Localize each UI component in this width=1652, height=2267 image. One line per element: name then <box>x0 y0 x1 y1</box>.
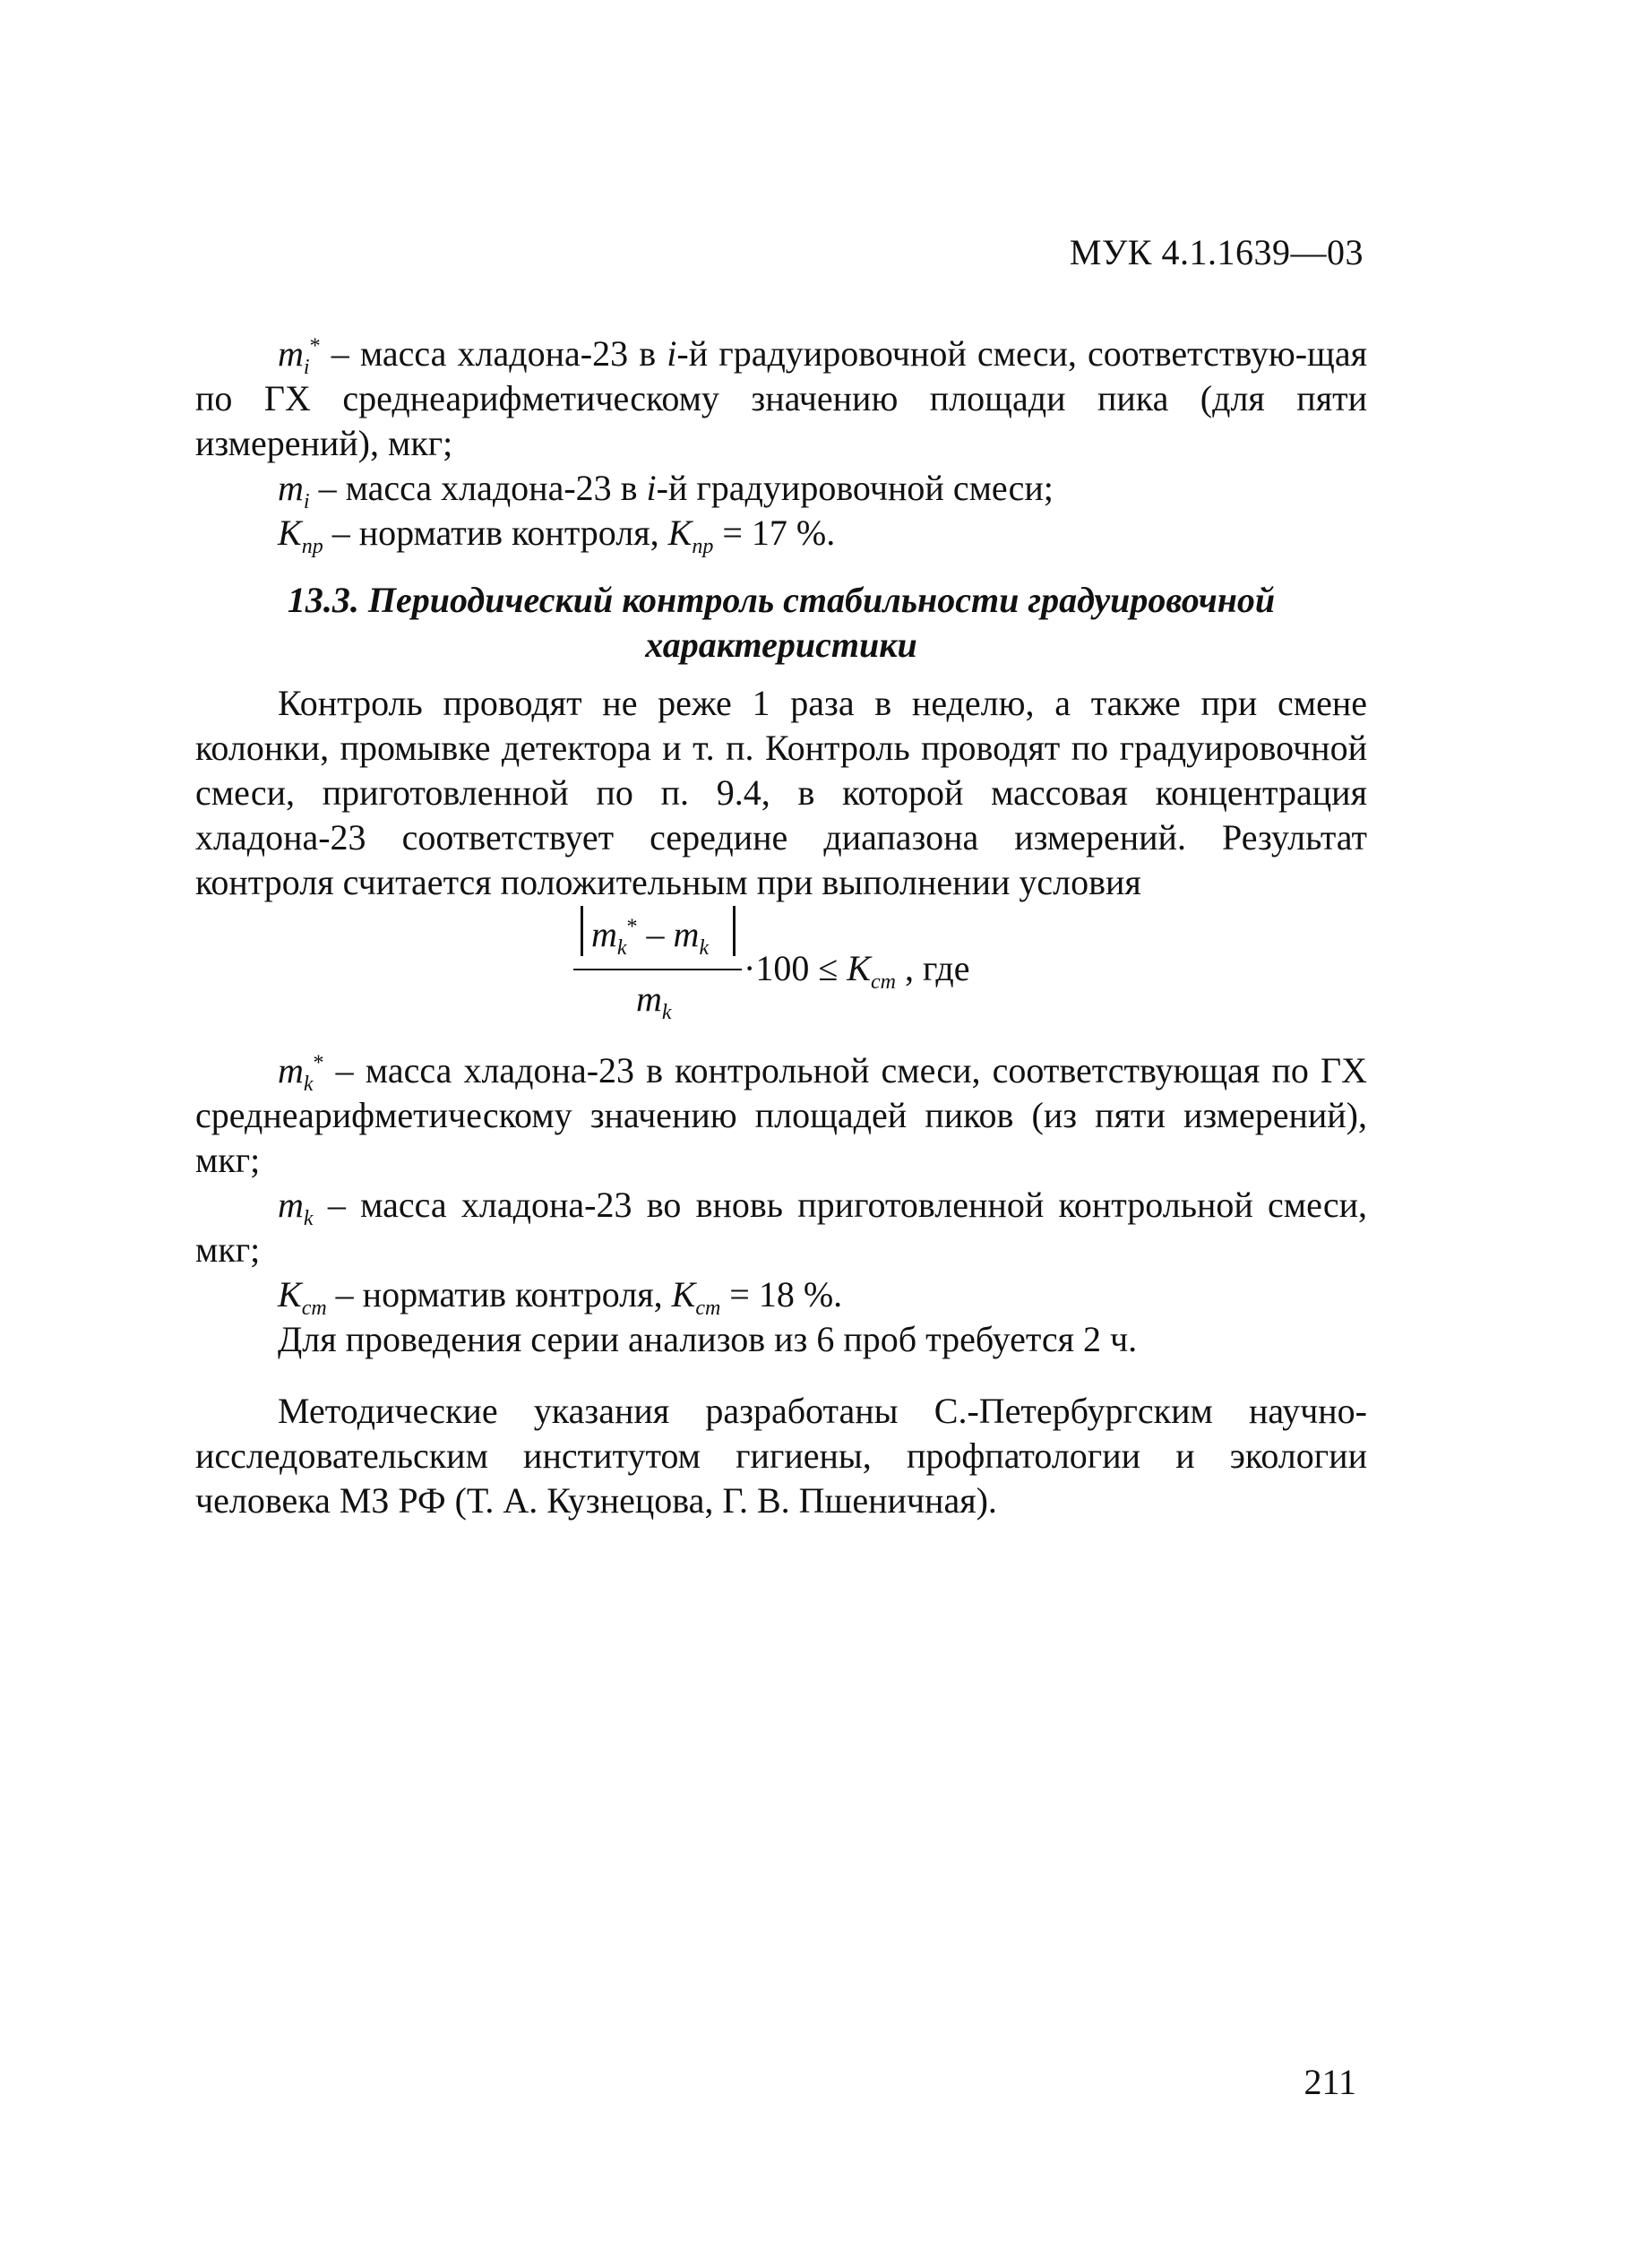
definition-mk: $m_k$ – масса хладона-23 во вновь приготовленной контрольной смеси, мкг; <box>195 1185 1367 1270</box>
definition-mi-star: $m_i^*$ – масса хладона-23 в i-й градуировочной смеси, соответствую-щая по ГХ среднеарифметическому значению площади пика (для пяти измерений), мкг; <box>195 333 1367 463</box>
credits-block <box>195 1389 1367 1523</box>
fraction-line <box>573 969 742 970</box>
fraction <box>573 901 735 1035</box>
formula-numerator: $m_k^* - m_k$ <box>591 914 710 960</box>
section-heading: 13.3. Периодический контроль стабильности градуировочной характеристики <box>287 580 1276 665</box>
stability-formula <box>573 901 1111 1035</box>
definition-mi: $m_i$ – масса хладона-23 в i-й градуировочной смеси; <box>278 468 1054 513</box>
formula-denominator: $m_k$ <box>636 978 672 1024</box>
document-code: МУК 4.1.1639—03 <box>1069 232 1364 272</box>
definition-mk-star: $m_k^*$ – масса хладона-23 в контрольной смеси, соответствующая по ГХ среднеарифметическому значению площадей пиков (из пяти измерений), мкг; <box>195 1050 1367 1180</box>
definition-knp: $K_{пр}$ – норматив контроля, $K_{пр} = 17$ %. <box>278 513 836 558</box>
page-number: 211 <box>1304 2062 1356 2102</box>
definitions-bottom <box>195 1048 1367 1362</box>
formula-rhs: $\cdot 100 \le K_{ст}$ , где <box>744 948 970 994</box>
definitions-top <box>195 332 1367 556</box>
control-paragraph <box>195 681 1367 905</box>
paragraph-text: Контроль проводят не реже 1 раза в неделю, а также при смене колонки, промывке детектора и т. п. Контроль проводят по градуировочной смеси, приготовленной по п. 9.4, в которой массовая концентрация хладона-23 соответствует середине диапазона измерений. Результат контроля считается положительным при выполнении условия <box>195 683 1367 902</box>
abs-bar-right <box>733 906 736 956</box>
credits-text: Методические указания разработаны С.-Петербургским научно-исследовательским институтом гигиены, профпатологии и экологии человека МЗ РФ (Т. А. Кузнецова, Г. В. Пшеничная). <box>195 1391 1367 1521</box>
analysis-duration: Для проведения серии анализов из 6 проб требуется 2 ч. <box>278 1319 1138 1359</box>
definition-kst: $K_{ст}$ – норматив контроля, $K_{ст} = 18$ %. <box>278 1274 843 1320</box>
